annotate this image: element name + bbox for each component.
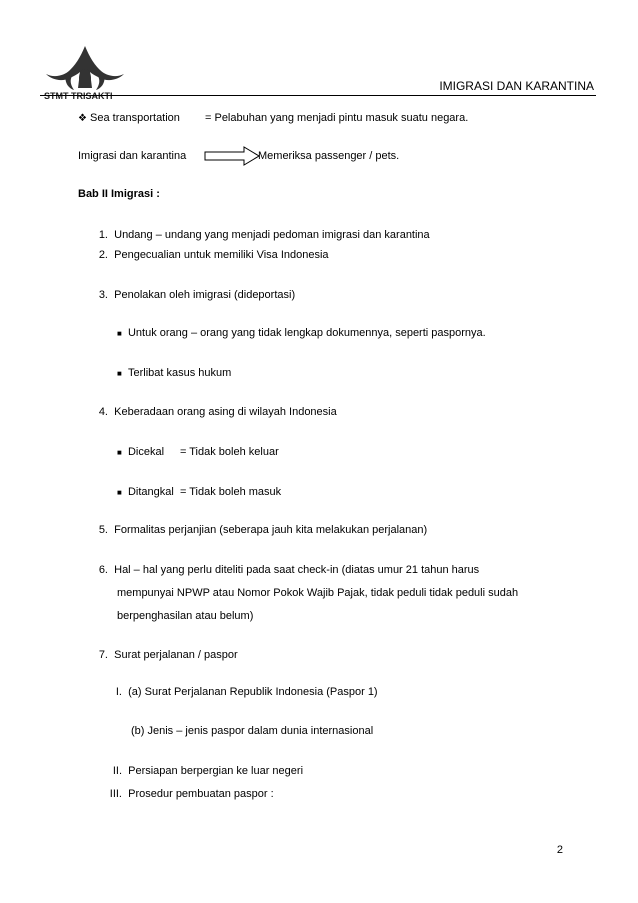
roman-list-item-continuation: (b) Jenis – jenis paspor dalam dunia internasional xyxy=(131,725,374,737)
right-arrow-icon xyxy=(204,146,260,166)
list-item: 3. Penolakan oleh imigrasi (dideportasi) xyxy=(98,289,296,301)
list-item: 4. Keberadaan orang asing di wilayah Indonesia xyxy=(98,406,337,418)
header-title: IMIGRASI DAN KARANTINA xyxy=(439,79,594,93)
roman-list-item: I. (a) Surat Perjalanan Republik Indonesia (Paspor 1) xyxy=(115,686,378,698)
diamond-bullet-icon: ❖ xyxy=(78,113,87,124)
square-bullet-icon: ■ xyxy=(117,488,122,497)
section-title: Bab II Imigrasi : xyxy=(78,188,160,200)
list-item: 2. Pengecualian untuk memiliki Visa Indonesia xyxy=(98,249,329,261)
list-item: 5. Formalitas perjanjian (seberapa jauh kita melakukan perjalanan) xyxy=(98,524,428,536)
list-item: 6. Hal – hal yang perlu diteliti pada saat check-in (diatas umur 21 tahun harus xyxy=(98,564,480,576)
square-bullet-icon: ■ xyxy=(117,369,122,378)
list-item: 1. Undang – undang yang menjadi pedoman imigrasi dan karantina xyxy=(98,229,430,241)
logo-text: STMT TRISAKTI xyxy=(44,91,113,100)
sub-list-item: ■ Dicekal = Tidak boleh keluar xyxy=(117,446,279,458)
square-bullet-icon: ■ xyxy=(117,448,122,457)
arrow-right-text: Memeriksa passenger / pets. xyxy=(258,150,400,162)
stmt-trisakti-logo xyxy=(40,44,130,100)
page-number: 2 xyxy=(556,844,563,856)
arrow-left-text: Imigrasi dan karantina xyxy=(78,150,187,162)
roman-list-item: III. Prosedur pembuatan paspor : xyxy=(109,788,274,800)
list-item-continuation: mempunyai NPWP atau Nomor Pokok Wajib Pajak, tidak peduli tidak peduli sudah xyxy=(117,587,519,599)
list-item-continuation: berpenghasilan atau belum) xyxy=(117,610,254,622)
sub-list-item: ■ Terlibat kasus hukum xyxy=(117,367,232,379)
list-item: 7. Surat perjalanan / paspor xyxy=(98,649,238,661)
intro-bullet-row xyxy=(78,112,180,124)
sea-transport-term: Sea transportation xyxy=(90,112,180,124)
header-divider xyxy=(40,95,596,96)
sub-list-item: ■ Untuk orang – orang yang tidak lengkap dokumennya, seperti paspornya. xyxy=(117,327,486,339)
sub-list-item: ■ Ditangkal = Tidak boleh masuk xyxy=(117,486,282,498)
square-bullet-icon: ■ xyxy=(117,329,122,338)
roman-list-item: II. Persiapan berpergian ke luar negeri xyxy=(112,765,304,777)
sea-transport-definition: = Pelabuhan yang menjadi pintu masuk suatu negara. xyxy=(205,112,469,124)
